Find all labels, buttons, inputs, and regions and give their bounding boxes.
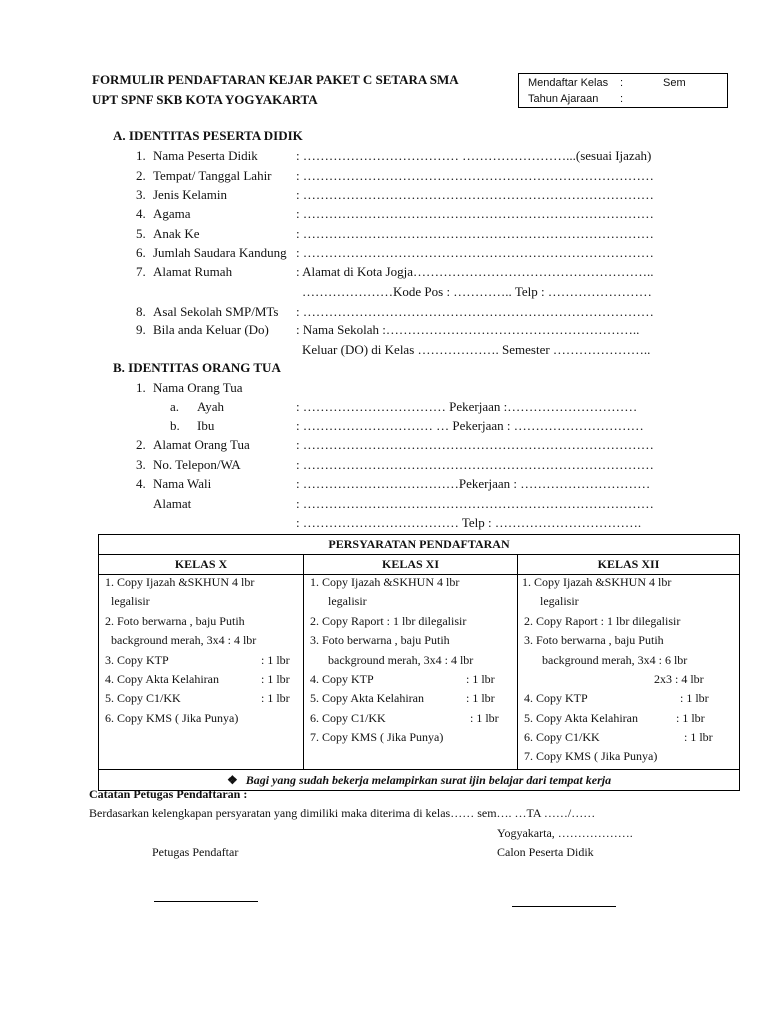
diamond-bullet-icon: ❖ [226, 773, 238, 787]
requirement-item: legalisir [540, 594, 579, 608]
catatan-title: Catatan Petugas Pendaftaran : [89, 787, 248, 801]
place-date[interactable]: Yogyakarta, ………………. [497, 826, 633, 840]
section-a-title: A. IDENTITAS PESERTA DIDIK [113, 128, 303, 143]
requirement-item: 2. Copy Raport : 1 lbr dilegalisir [524, 614, 681, 628]
requirement-item: background merah, 3x4 : 4 lbr [111, 633, 257, 647]
field-number: 6. [136, 245, 146, 260]
requirement-item: 3. Foto berwarna , baju Putih [310, 633, 450, 647]
field-label: Alamat [153, 496, 192, 511]
requirement-item: 6. Copy C1/KK [524, 730, 600, 744]
requirement-item: 1. Copy Ijazah &SKHUN 4 lbr [105, 575, 255, 589]
requirement-item: 5. Copy C1/KK [105, 691, 181, 705]
phone-value[interactable]: : ……………………………………………………………………… [296, 457, 654, 472]
requirement-qty: : 1 lbr [676, 711, 705, 725]
sem-label: Sem [663, 77, 686, 89]
field-number: 4. [136, 206, 146, 221]
field-number: 8. [136, 304, 146, 319]
parent-address-value[interactable]: : ……………………………………………………………………… [296, 437, 654, 452]
requirement-item: background merah, 3x4 : 4 lbr [328, 653, 474, 667]
field-label: Bila anda Keluar (Do) [153, 322, 269, 337]
field-label: Alamat Rumah [153, 264, 233, 279]
work-permit-note: Bagi yang sudah bekerja melampirkan surat ijin belajar dari tempat kerja [245, 773, 612, 787]
field-number: 4. [136, 476, 146, 491]
requirement-qty: : 1 lbr [261, 672, 290, 686]
kelas-xi-header: KELAS XI [304, 555, 518, 575]
requirement-item: legalisir [328, 594, 367, 608]
field-letter: b. [170, 418, 180, 433]
requirement-item: 3. Foto berwarna , baju Putih [524, 633, 664, 647]
field-number: 1. [136, 380, 146, 395]
field-number: 3. [136, 187, 146, 202]
requirement-item: 1. Copy Ijazah &SKHUN 4 lbr [310, 575, 460, 589]
kelas-xi-requirements [304, 575, 518, 770]
kelas-xii-header: KELAS XII [518, 555, 740, 575]
field-label: Nama Wali [153, 476, 212, 491]
requirement-item: 2. Foto berwarna , baju Putih [105, 614, 245, 628]
requirement-item: 6. Copy KMS ( Jika Punya) [105, 711, 239, 725]
requirement-item: 5. Copy Akta Kelahiran [524, 711, 638, 725]
mendaftar-kelas-colon: : [620, 77, 624, 89]
requirement-item: 4. Copy Akta Kelahiran [105, 672, 219, 686]
field-label: Tempat/ Tanggal Lahir [153, 168, 272, 183]
requirement-item: 7. Copy KMS ( Jika Punya) [524, 749, 658, 763]
field-label: Ayah [197, 399, 224, 414]
requirement-item: 5. Copy Akta Kelahiran [310, 691, 424, 705]
mendaftar-kelas-label: Mendaftar Kelas [528, 77, 609, 89]
requirement-item: 7. Copy KMS ( Jika Punya) [310, 730, 444, 744]
field-value[interactable]: : ……………………………………………………………………… [296, 168, 654, 183]
field-label: Jenis Kelamin [153, 187, 228, 202]
field-label: Nama Orang Tua [153, 380, 243, 395]
requirement-qty: : 1 lbr [261, 691, 290, 705]
requirements-table [98, 534, 740, 791]
field-value[interactable]: : ……………………………………………………………………… [296, 206, 654, 221]
petugas-label: Petugas Pendaftar [152, 845, 239, 859]
field-number: 3. [136, 457, 146, 472]
father-field-value[interactable]: : …………………………… Pekerjaan :………………………… [296, 399, 638, 414]
field-value[interactable]: : ……………………………………………………………………… [296, 304, 654, 319]
field-label: Nama Peserta Didik [153, 148, 258, 163]
field-label: Agama [153, 206, 191, 221]
field-value[interactable]: : Nama Sekolah :………………………………………………….. [296, 322, 640, 337]
requirement-item: background merah, 3x4 : 6 lbr [542, 653, 688, 667]
requirement-item: 4. Copy KTP [310, 672, 374, 686]
field-letter: a. [170, 399, 180, 414]
field-label: Ibu [197, 418, 215, 433]
field-label: Jumlah Saudara Kandung [153, 245, 287, 260]
field-label: Anak Ke [153, 226, 200, 241]
tahun-ajaran-colon: : [620, 93, 624, 105]
requirement-item: 4. Copy KTP [524, 691, 588, 705]
requirement-item: 2. Copy Raport : 1 lbr dilegalisir [310, 614, 467, 628]
requirement-item: 3. Copy KTP [105, 653, 169, 667]
form-subtitle: UPT SPNF SKB KOTA YOGYAKARTA [92, 92, 318, 107]
requirements-title: PERSYARATAN PENDAFTARAN [99, 535, 740, 555]
field-label: Alamat Orang Tua [153, 437, 250, 452]
field-label: No. Telepon/WA [153, 457, 241, 472]
field-value[interactable]: : ……………………………………………………………………… [296, 226, 654, 241]
field-number: 5. [136, 226, 146, 241]
field-value[interactable]: : ……………………………… ……………………...(sesuai Ijazah) [296, 148, 652, 163]
kelas-xii-requirements [518, 575, 740, 770]
requirement-qty: 2x3 : 4 lbr [654, 672, 704, 686]
registration-info-box [518, 73, 728, 108]
requirement-item: 1. Copy Ijazah &SKHUN 4 lbr [522, 575, 672, 589]
guardian-value[interactable]: : ………………………………Pekerjaan : ………………………… [296, 476, 651, 491]
field-number: 7. [136, 264, 146, 279]
guardian-address-value[interactable]: : ……………………………………………………………………… [296, 496, 654, 511]
field-value[interactable]: …………………Kode Pos : ………….. Telp : …………………… [302, 284, 652, 299]
requirement-qty: : 1 lbr [470, 711, 499, 725]
field-number: 9. [136, 322, 146, 337]
field-value[interactable]: : ……………………………………………………………………… [296, 245, 654, 260]
section-b-title: B. IDENTITAS ORANG TUA [113, 360, 281, 375]
requirement-qty: : 1 lbr [684, 730, 713, 744]
requirement-qty: : 1 lbr [466, 691, 495, 705]
requirement-item: 6. Copy C1/KK [310, 711, 386, 725]
requirement-qty: : 1 lbr [466, 672, 495, 686]
requirement-item: legalisir [111, 594, 150, 608]
field-value[interactable]: : Alamat di Kota Jogja……………………………………………….. [296, 264, 654, 279]
requirement-qty: : 1 lbr [680, 691, 709, 705]
field-number: 1. [136, 148, 146, 163]
guardian-phone-value[interactable]: : ……………………………… Telp : ……………………………. [296, 515, 642, 530]
mother-field-value[interactable]: : ………………………… … Pekerjaan : ………………………… [296, 418, 644, 433]
calon-label: Calon Peserta Didik [497, 845, 594, 859]
calon-signature-line[interactable] [512, 906, 616, 907]
tahun-ajaran-label: Tahun Ajaraan [528, 93, 599, 105]
field-value[interactable]: : ……………………………………………………………………… [296, 187, 654, 202]
form-title: FORMULIR PENDAFTARAN KEJAR PAKET C SETARA SMA [92, 72, 459, 87]
field-number: 2. [136, 437, 146, 452]
kelas-x-header: KELAS X [99, 555, 304, 575]
field-number: 2. [136, 168, 146, 183]
catatan-text[interactable]: Berdasarkan kelengkapan persyaratan yang dimiliki maka diterima di kelas…… sem…. …TA ……/…… [89, 806, 596, 820]
petugas-signature-line[interactable] [154, 901, 258, 902]
requirement-qty: : 1 lbr [261, 653, 290, 667]
field-label: Asal Sekolah SMP/MTs [153, 304, 279, 319]
field-value[interactable]: Keluar (DO) di Kelas ………………. Semester ………………….. [302, 342, 651, 357]
kelas-x-requirements [99, 575, 304, 770]
